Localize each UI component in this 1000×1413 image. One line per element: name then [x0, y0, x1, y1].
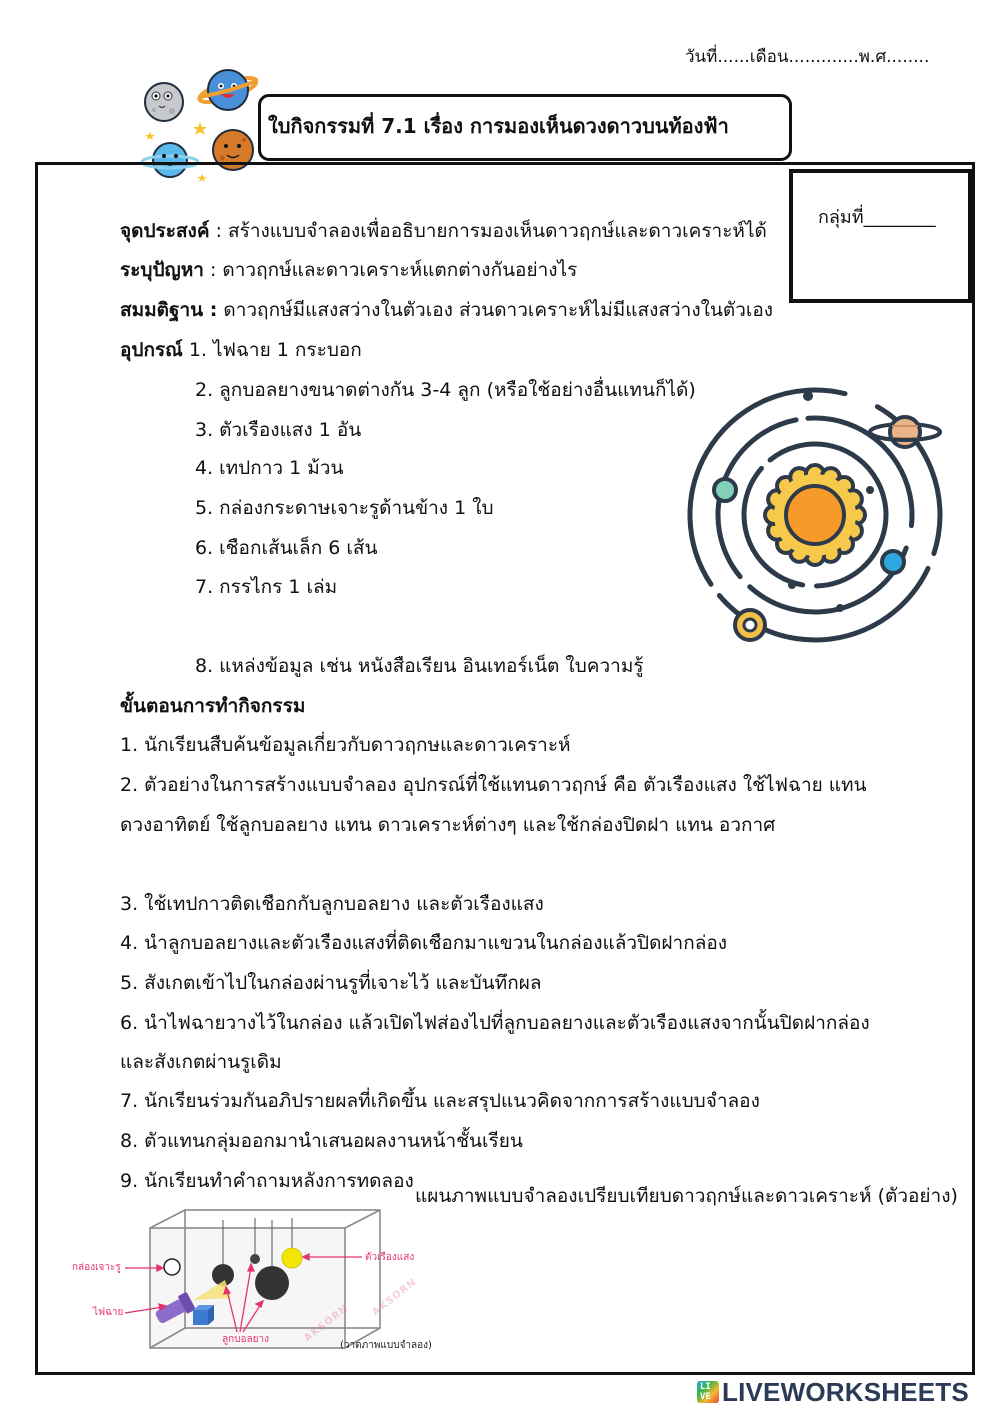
- objective-line: [120, 219, 767, 243]
- label-draw-note: (วาดภาพแบบจำลอง): [340, 1340, 432, 1351]
- material-item: 3. ตัวเรืองแสง 1 อัน: [195, 419, 362, 441]
- problem-label: ระบุปัญหา: [120, 259, 204, 281]
- step-line: 6. นำไฟฉายวางไว้ในกล่อง แล้วเปิดไฟส่องไปที่ลูกบอลยางและตัวเรืองแสงจากนั้นปิดฝากล่อง: [120, 1012, 870, 1034]
- label-glow-object: ตัวเรืองแสง: [365, 1252, 415, 1263]
- step-line: 8. ตัวแทนกลุ่มออกมานำเสนอผลงานหน้าชั้นเรียน: [120, 1130, 523, 1152]
- step-line: 9. นักเรียนทำคำถามหลังการทดลอง: [120, 1170, 414, 1192]
- materials-label: อุปกรณ์: [120, 339, 183, 361]
- liveworksheets-logo-mark[interactable]: LIVE: [697, 1381, 719, 1403]
- material-item: 4. เทปกาว 1 ม้วน: [195, 457, 344, 479]
- step-line: ดวงอาทิตย์ ใช้ลูกบอลยาง แทน ดาวเคราะห์ต่างๆ และใช้กล่องปิดฝา แทน อวกาศ: [120, 814, 776, 836]
- step-line: 3. ใช้เทปกาวติดเชือกกับลูกบอลยาง และตัวเรืองแสง: [120, 893, 544, 915]
- step-line: 2. ตัวอย่างในการสร้างแบบจำลอง อุปกรณ์ที่ใช้แทนดาวฤกษ์ คือ ตัวเรืองแสง ใช้ไฟฉาย แทน: [120, 774, 867, 796]
- steps-heading: ขั้นตอนการทำกิจกรรม: [120, 695, 306, 717]
- label-rubber-balls: ลูกบอลยาง: [222, 1334, 270, 1345]
- problem-text: : ดาวฤกษ์และดาวเคราะห์แตกต่างกันอย่างไร: [203, 259, 578, 281]
- hypothesis-line: [120, 298, 773, 322]
- step-line: 5. สังเกตเข้าไปในกล่องผ่านรูที่เจาะไว้ และบันทึกผล: [120, 972, 542, 994]
- page-title: ใบกิจกรรมที่ 7.1 เรื่อง การมองเห็นดวงดาวบนท้องฟ้า: [268, 114, 729, 138]
- step-line: 4. นำลูกบอลยางและตัวเรืองแสงที่ติดเชือกมาแขวนในกล่องแล้วปิดฝากล่อง: [120, 932, 728, 954]
- label-hole-box: กล่องเจาะรู: [72, 1262, 121, 1273]
- label-flashlight: ไฟฉาย: [93, 1307, 124, 1318]
- date-line: วันที่......เดือน.............พ.ศ........: [685, 47, 930, 67]
- objective-label: จุดประสงค์: [120, 220, 210, 242]
- step-line: และสังเกตผ่านรูเดิม: [120, 1051, 282, 1073]
- group-label: กลุ่มที่________: [818, 207, 936, 228]
- material-item: 8. แหล่งข้อมูล เช่น หนังสือเรียน อินเทอร์เน็ต ใบความรู้: [195, 655, 644, 677]
- objective-text: : สร้างแบบจำลองเพื่ออธิบายการมองเห็นดาวฤกษ์และดาวเคราะห์ได้: [209, 220, 767, 242]
- material-item: 6. เชือกเส้นเล็ก 6 เส้น: [195, 537, 378, 559]
- group-box: [789, 169, 972, 303]
- watermark: AKSORN: [302, 1302, 352, 1345]
- solar-system-icon: [680, 380, 950, 650]
- watermark: AKSORN: [370, 1276, 420, 1319]
- liveworksheets-logo[interactable]: LIVEWORKSHEETS: [722, 1377, 969, 1407]
- material-item: 2. ลูกบอลยางขนาดต่างกัน 3-4 ลูก (หรือใช้อย่างอื่นแทนก็ได้): [195, 379, 696, 401]
- step-line: 7. นักเรียนร่วมกันอภิปรายผลที่เกิดขึ้น และสรุปแนวคิดจากการสร้างแบบจำลอง: [120, 1090, 760, 1112]
- hypothesis-label: สมมติฐาน :: [120, 299, 218, 321]
- materials-line: [120, 338, 362, 362]
- material-item: 1. ไฟฉาย 1 กระบอก: [188, 339, 362, 361]
- diagram-caption: แผนภาพแบบจำลองเปรียบเทียบดาวฤกษ์และดาวเคราะห์ (ตัวอย่าง): [415, 1185, 958, 1207]
- step-line: 1. นักเรียนสืบค้นข้อมูลเกี่ยวกับดาวฤกษและดาวเคราะห์: [120, 734, 571, 756]
- material-item: 7. กรรไกร 1 เล่ม: [195, 576, 338, 598]
- problem-line: [120, 258, 577, 282]
- hypothesis-text: ดาวฤกษ์มีแสงสว่างในตัวเอง ส่วนดาวเคราะห์ไม่มีแสงสว่างในตัวเอง: [217, 299, 774, 321]
- material-item: 5. กล่องกระดาษเจาะรูด้านข้าง 1 ใบ: [195, 497, 494, 519]
